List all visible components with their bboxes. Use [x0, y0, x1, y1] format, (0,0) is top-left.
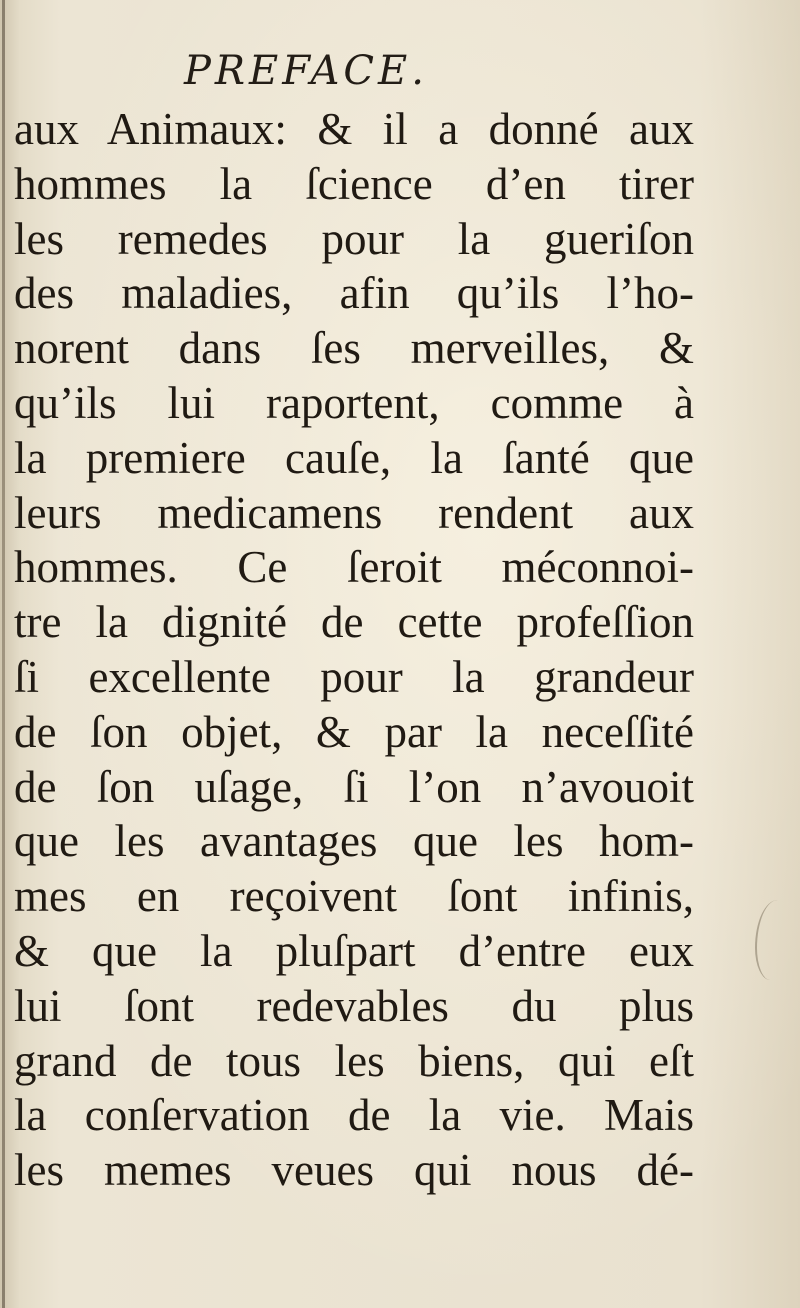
- text-line-20: les memes veues qui nous dé-: [14, 1145, 694, 1196]
- text-line-3: les remedes pour la gueriſon: [14, 213, 694, 264]
- text-line-19: la conſervation de la vie. Mais: [14, 1090, 694, 1141]
- text-line-13: de ſon uſage, ſi l’on n’avouoit: [14, 761, 694, 812]
- text-line-6: qu’ils lui raportent, comme à: [14, 377, 694, 428]
- text-line-8: leurs medicamens rendent aux: [14, 487, 694, 538]
- text-line-18: grand de tous les biens, qui eſt: [14, 1035, 694, 1086]
- paper-tear-mark: [755, 900, 793, 980]
- text-line-10: tre la dignité de cette profeſſion: [14, 597, 694, 648]
- text-line-12: de ſon objet, & par la neceſſité: [14, 706, 694, 757]
- text-line-1: aux Animaux: & il a donné aux: [14, 104, 694, 154]
- text-line-2: hommes la ſcience d’en tirer: [14, 158, 694, 209]
- text-line-7: la premiere cauſe, la ſanté que: [14, 432, 694, 483]
- text-line-9: hommes. Ce ſeroit méconnoi-: [14, 542, 694, 593]
- text-line-15: mes en reçoivent ſont infinis,: [14, 871, 694, 922]
- text-line-17: lui ſont redevables du plus: [14, 980, 694, 1031]
- running-head: PREFACE.: [184, 48, 428, 94]
- page-gutter-edge: [2, 0, 5, 1308]
- text-line-5: norent dans ſes merveilles, &: [14, 323, 694, 374]
- page-text-block: [14, 44, 694, 1198]
- text-line-14: que les avantages que les hom-: [14, 816, 694, 867]
- text-line-11: ſi excellente pour la grandeur: [14, 651, 694, 702]
- text-line-4: des maladies, afin qu’ils l’ho-: [14, 268, 694, 319]
- text-line-16: & que la pluſpart d’entre eux: [14, 925, 694, 976]
